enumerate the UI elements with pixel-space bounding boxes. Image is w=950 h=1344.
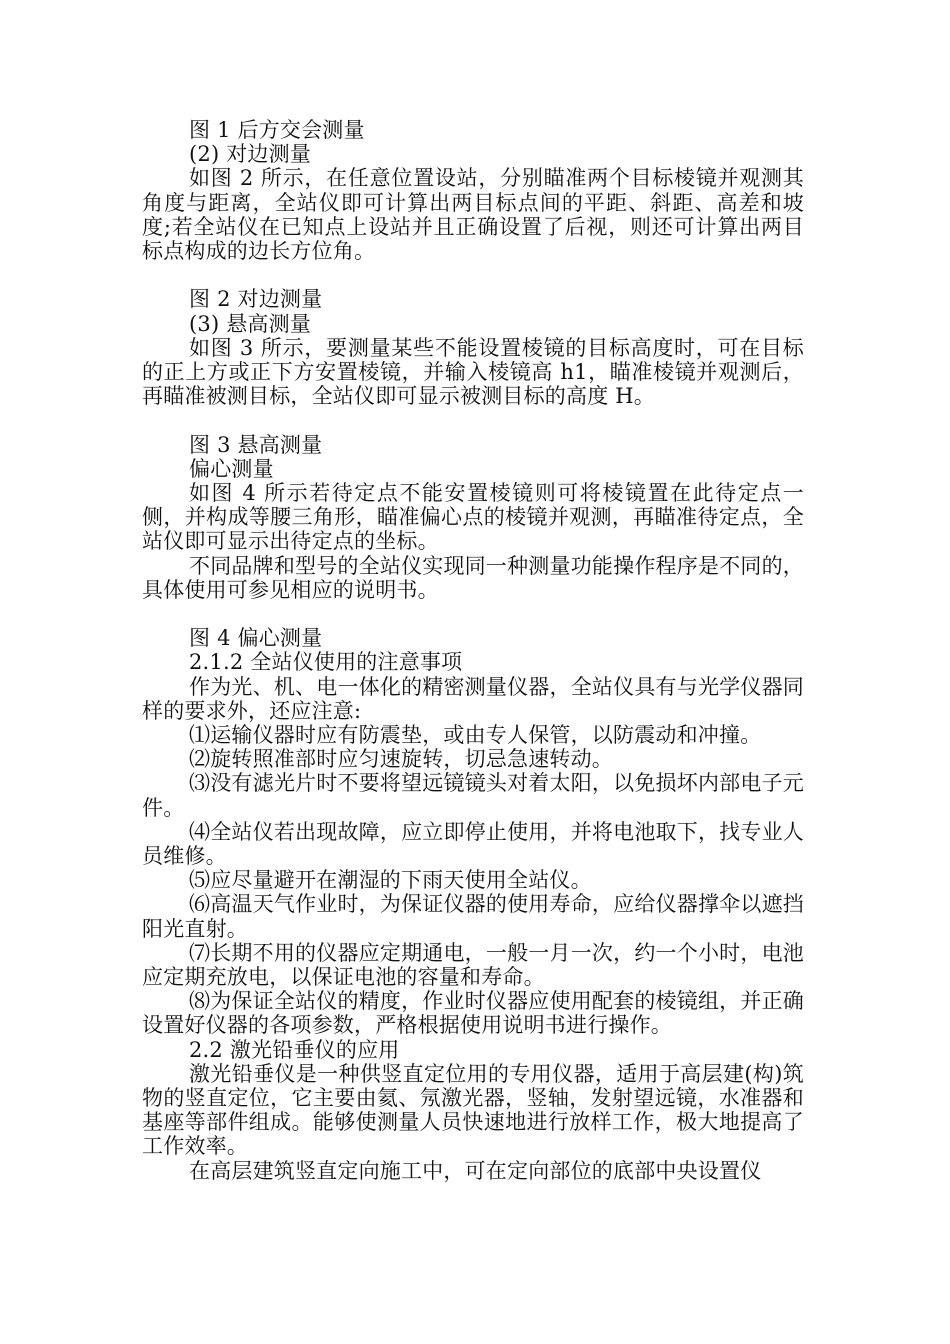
figure-caption-2: 图 2 对边测量: [189, 287, 323, 312]
list-item-6: ⑹高温天气作业时，为保证仪器的使用寿命，应给仪器撑伞以遮挡阳光直射。: [142, 892, 804, 941]
list-item-8: ⑻为保证全站仪的精度，作业时仪器应使用配套的棱镜组，并正确设置好仪器的各项参数，严格根据使用说明书进行操作。: [142, 989, 804, 1038]
document-body: [142, 118, 804, 1183]
figure-caption-3: 图 3 悬高测量: [189, 432, 323, 457]
figure-caption-1: 图 1 后方交会测量: [189, 118, 365, 142]
paragraph-brand-note: 不同品牌和型号的全站仪实现同一种测量功能操作程序是不同的，具体使用可参见相应的说明书。: [142, 553, 804, 602]
paragraph-vertical-construction: 在高层建筑竖直定向施工中，可在定向部位的底部中央设置仪: [189, 1158, 762, 1183]
figure-caption-4: 图 4 偏心测量: [189, 626, 323, 651]
section-heading-opposite-side: (2) 对边测量: [189, 142, 312, 167]
spacer: [142, 263, 804, 287]
spacer: [142, 408, 804, 432]
list-item-2: ⑵旋转照准部时应匀速旋转，切忌急速转动。: [189, 747, 613, 772]
paragraph-opposite-side: 如图 2 所示，在任意位置设站，分别瞄准两个目标棱镜并观测其角度与距离，全站仪即可计算出两目标点间的平距、斜距、高差和坡度;若全站仪在已知点上设站并且正确设置了后视，则还可计算出两目标点构成的边长方位角。: [142, 166, 804, 264]
list-item-4: ⑷全站仪若出现故障，应立即停止使用，并将电池取下，找专业人员维修。: [142, 819, 804, 869]
section-heading-eccentric: 偏心测量: [189, 456, 274, 481]
list-item-5: ⑸应尽量避开在潮湿的下雨天使用全站仪。: [189, 868, 592, 893]
section-heading-precautions: 2.1.2 全站仪使用的注意事项: [189, 650, 463, 675]
section-heading-suspended-height: (3) 悬高测量: [189, 311, 312, 336]
paragraph-precautions-intro: 作为光、机、电一体化的精密测量仪器，全站仪具有与光学仪器同样的要求外，还应注意:: [142, 674, 804, 723]
section-heading-laser-plumb: 2.2 激光铅垂仪的应用: [189, 1037, 400, 1062]
list-item-1: ⑴运输仪器时应有防震垫，或由专人保管，以防震动和冲撞。: [189, 723, 762, 748]
paragraph-suspended-height: 如图 3 所示，要测量某些不能设置棱镜的目标高度时，可在目标的正上方或正下方安置棱镜，并输入棱镜高 h1，瞄准棱镜并观测后，再瞄准被测目标，全站仪即可显示被测目标的高度 H。: [142, 335, 804, 409]
list-item-7: ⑺长期不用的仪器应定期通电，一般一月一次，约一个小时，电池应定期充放电，以保证电池的容量和寿命。: [142, 940, 804, 990]
spacer: [142, 602, 804, 626]
list-item-3: ⑶没有滤光片时不要将望远镜镜头对着太阳，以免损坏内部电子元件。: [142, 771, 804, 820]
paragraph-eccentric: 如图 4 所示若待定点不能安置棱镜则可将棱镜置在此待定点一侧，并构成等腰三角形，瞄准偏心点的棱镜并观测，再瞄准待定点，全站仪即可显示出待定点的坐标。: [142, 481, 804, 554]
paragraph-laser-plumb: 激光铅垂仪是一种供竖直定位用的专用仪器，适用于高层建(构)筑物的竖直定位，它主要由氦、氖激光器，竖轴，发射望远镜，水准器和基座等部件组成。能够使测量人员快速地进行放样工作，极大地提高了工作效率。: [142, 1061, 804, 1159]
